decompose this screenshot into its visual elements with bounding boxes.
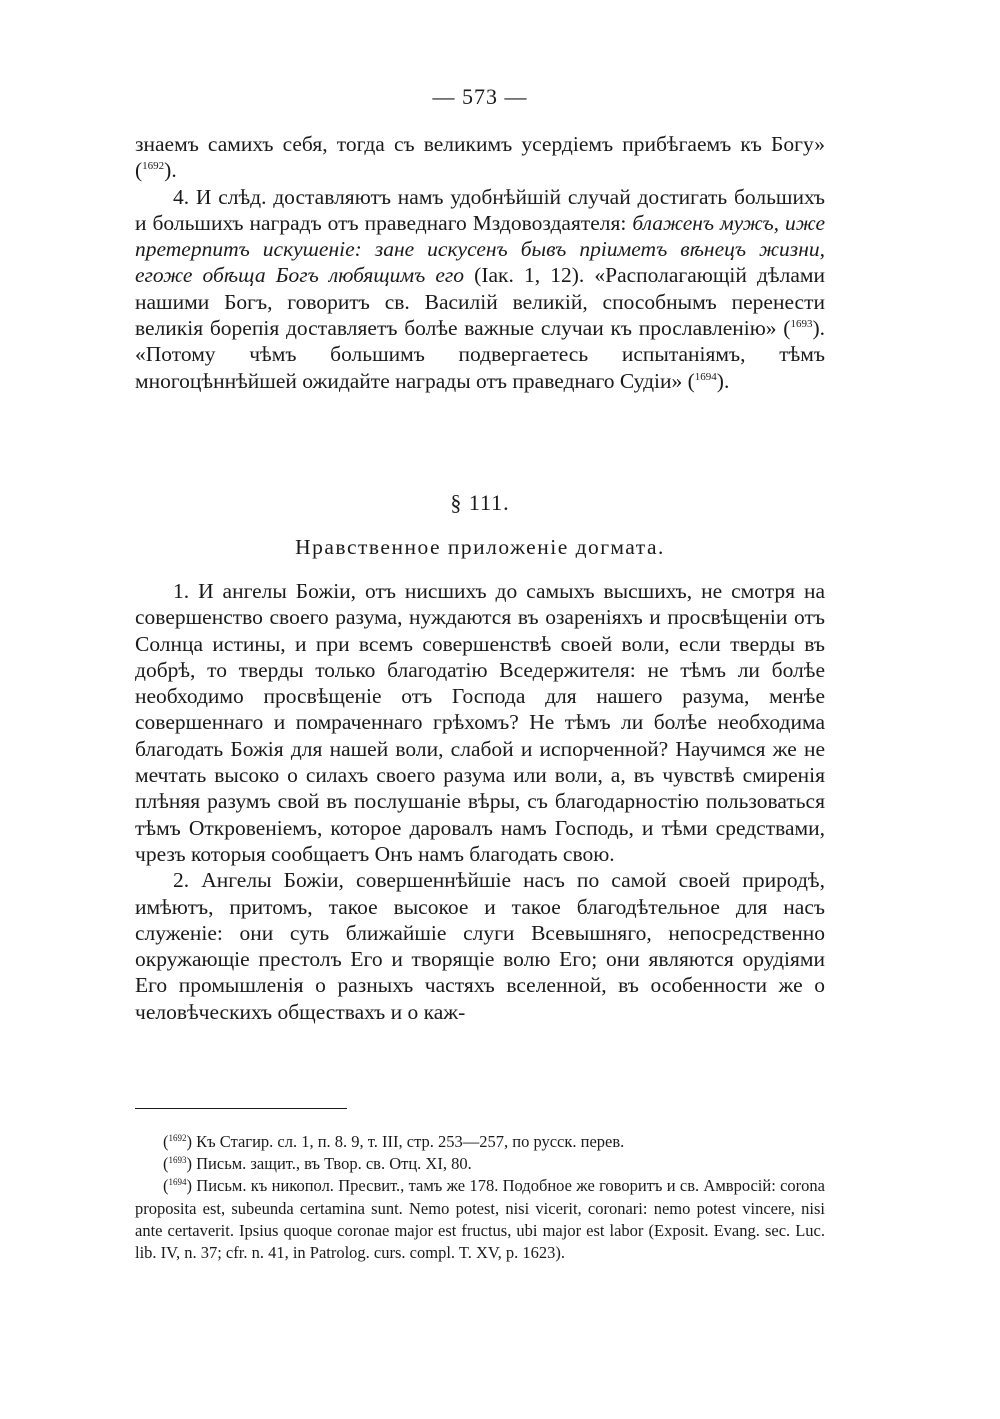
footnote-ref-1693: 1693	[790, 318, 813, 331]
footnote-ref-1694: 1694	[694, 370, 717, 383]
footnote-1694: ($^{1694}$) Письм. къ никопол. Пресвит., тамъ же 178. Подобное же говоритъ и св. Амвросій: corona proposita est, subeunda certamina sunt. Nemo potest, nisi vicerit, coronari: nemo potest vincere, nisi ante certaverit. Ipsius quoque coronae major est fructus, ubi major est labor (Exposit. Evang. sec. Luc. lib. IV, n. 37; cfr. n. 41, in Patrolog. curs. compl. T. XV, p. 1623).	[135, 1176, 825, 1263]
section-body	[135, 578, 825, 1025]
section-number: § 111.	[450, 490, 510, 515]
footnotes	[135, 1131, 825, 1264]
footnote-text: Письм. къ никопол. Пресвит., тамъ же 178. Подобное же говоритъ и св. Амвросій: corona proposita est, subeunda certamina sunt. Nemo potest, nisi vicerit, coronari: nemo potest vincere, nisi ante certaverit. Ipsius quoque coronae major est fructus, ubi major est labor (Exposit. Evang. sec. Luc. lib. IV, n. 37; cfr. n. 41, in Patrolog. curs. compl. T. XV, p. 1623).	[135, 1176, 825, 1263]
footnote-1693: ($^{1693}$) Письм. защит., въ Твор. св. Отц. XI, 80.	[163, 1154, 472, 1174]
paragraph-1: 1. И ангелы Божіи, отъ нисшихъ до самыхъ высшихъ, не смотря на совершенство своего разума, нуждаются въ озареніяхъ и просвѣщеніи отъ Солнца истины, и при всемъ совершенствѣ своей воли, если тверды въ добрѣ, то тверды только благодатію Вседержителя: не тѣмъ ли болѣе необходимо просвѣщеніе отъ Господа для нашего разума, менѣе совершеннаго и помраченнаго грѣхомъ? Не тѣмъ ли болѣе необходима благодать Божія для нашей воли, слабой и испорченной? Научимся же не мечтать высоко о силахъ своего разума или воли, а, въ чувствѣ смиренія плѣняя разумъ свой въ послушаніе вѣры, съ благодарностію пользоваться тѣмъ Откровеніемъ, которое даровалъ намъ Господь, и тѣми средствами, чрезъ которыя сообщаетъ Онъ намъ благодать свою.	[135, 579, 825, 866]
page-number: — 573 —	[432, 84, 528, 109]
footnote-text: Письм. защит., въ Твор. св. Отц. XI, 80.	[192, 1154, 472, 1174]
section-title: Нравственное приложеніе догмата.	[295, 535, 665, 559]
footnote-divider	[135, 1108, 347, 1109]
paragraph-4-end: ).	[716, 368, 730, 393]
footnote-number: 1694	[168, 1177, 187, 1188]
upper-text-block	[135, 131, 825, 394]
footnote-text: Къ Стагир. сл. 1, п. 8. 9, т. III, стр. 253—257, по русск. перев.	[192, 1132, 625, 1151]
paragraph-4-text-2: (Іак. 1, 12). «Располагающій дѣлами нашими Богъ, говоритъ св. Василій великій, способнымъ перенести великія борепія доставляетъ болѣе важные случаи къ прославленію» (	[135, 263, 825, 341]
footnote-number: 1693	[168, 1155, 187, 1166]
continuation-text: знаемъ самихъ себя, тогда съ великимъ усердіемъ прибѣгаемъ къ Богу» (	[135, 132, 825, 183]
scripture-quote: блаженъ мужъ, иже претерпитъ искушеніе: зане искусенъ бывъ пріиметъ вѣнецъ жизни, егоже обѣща Богъ любящимъ его	[135, 210, 825, 288]
paragraph-4-text-3: ). «Потому чѣмъ большимъ подвергаетесь испытаніямъ, тѣмъ многоцѣннѣйшей ожидайте награды отъ праведнаго Судіи» (	[135, 316, 825, 393]
paragraph-4	[135, 184, 825, 394]
continuation-paragraph	[135, 131, 825, 184]
paragraph-2: 2. Ангелы Божіи, совершеннѣйшіе насъ по самой своей природѣ, имѣютъ, притомъ, такое высокое и такое благодѣтельное для насъ служеніе: они суть ближайшіе слуги Всевышняго, непосредственно окружающіе престолъ Его и творящіе волю Его; они являются орудіями Его промышленія о разныхъ частяхъ вселенной, въ особенности же о человѣческихъ обществахъ и о каж-	[135, 868, 825, 1024]
paragraph-4-text: 4. И слѣд. доставляютъ намъ удобнѣйшій случай достигать большихъ и большихъ наградъ отъ праведнаго Мздовоздаятеля:	[135, 184, 825, 235]
footnote-ref-1692: 1692	[142, 160, 165, 173]
continuation-end: ).	[164, 158, 177, 183]
footnote-number: 1692	[168, 1133, 187, 1143]
footnote-1692: ($^{1692}$) Къ Стагир. сл. 1, п. 8. 9, т. III, стр. 253—257, по русск. перев.	[163, 1132, 625, 1151]
